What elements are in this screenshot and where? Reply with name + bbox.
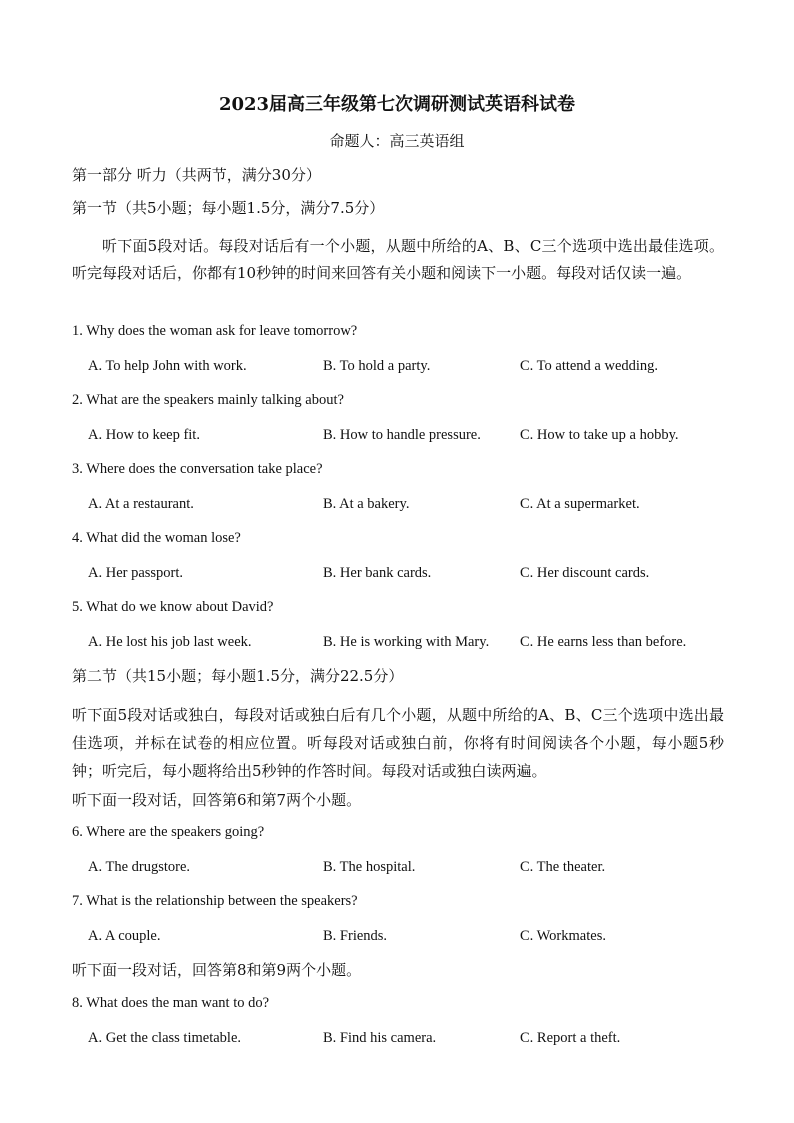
question-7-stem: 7. What is the relationship between the speakers? [72, 893, 358, 909]
question-3-option-c: C. At a supermarket. [520, 496, 640, 512]
question-5-option-a: A. He lost his job last week. [88, 634, 252, 650]
question-6-stem: 6. Where are the speakers going? [72, 824, 265, 840]
section1-heading: 第一节（共5小题；每小题1.5分，满分7.5分） [72, 199, 385, 217]
question-4-option-b: B. Her bank cards. [323, 565, 432, 581]
section2-instruction: 听下面5段对话或独白，每段对话或独白后有几个小题，从题中所给的A、B、C三个选项中选出最佳选项，并标在试卷的相应位置。听每段对话或独白前，你将有时间阅读各个小题，每小题5秒钟；听完后，每小题将给出5秒钟的作答时间。每段对话或独白读两遍。 [72, 706, 724, 780]
section2-heading: 第二节（共15小题；每小题1.5分，满分22.5分） [72, 667, 404, 685]
question-8-option-a: A. Get the class timetable. [88, 1030, 242, 1046]
question-5-option-c: C. He earns less than before. [520, 634, 687, 650]
question-4-option-c: C. Her discount cards. [520, 565, 650, 581]
question-1-option-a: A. To help John with work. [88, 358, 247, 374]
question-4-stem: 4. What did the woman lose? [72, 530, 241, 546]
question-7-option-a: A. A couple. [88, 928, 161, 944]
question-1-option-b: B. To hold a party. [323, 358, 431, 374]
question-1-stem: 1. Why does the woman ask for leave tomorrow? [72, 323, 358, 339]
question-1-option-c: C. To attend a wedding. [520, 358, 659, 374]
question-2-option-a: A. How to keep fit. [88, 427, 200, 443]
question-7-option-c: C. Workmates. [520, 928, 606, 944]
lead-in-q8-q9: 听下面一段对话，回答第8和第9两个小题。 [72, 961, 362, 979]
question-3-option-b: B. At a bakery. [323, 496, 410, 512]
question-8-option-c: C. Report a theft. [520, 1030, 621, 1046]
question-5-stem: 5. What do we know about David? [72, 599, 274, 615]
question-4-option-a: A. Her passport. [88, 565, 184, 581]
question-6-option-a: A. The drugstore. [88, 859, 191, 875]
exam-title: 2023届高三年级第七次调研测试英语科试卷 [218, 94, 576, 115]
question-6-option-c: C. The theater. [520, 859, 606, 875]
question-2-stem: 2. What are the speakers mainly talking about? [72, 392, 344, 408]
question-5-option-b: B. He is working with Mary. [323, 634, 490, 650]
question-8-option-b: B. Find his camera. [323, 1030, 437, 1046]
section1-instruction: 听下面5段对话。每段对话后有一个小题，从题中所给的A、B、C三个选项中选出最佳选项。听完每段对话后，你都有10秒钟的时间来回答有关小题和阅读下一小题。每段对话仅读一遍。 [72, 237, 724, 282]
question-2-option-c: C. How to take up a hobby. [520, 427, 679, 443]
question-3-stem: 3. Where does the conversation take place? [72, 461, 323, 477]
setter-line: 命题人：高三英语组 [329, 132, 465, 150]
question-3-option-a: A. At a restaurant. [88, 496, 194, 512]
lead-in-q6-q7: 听下面一段对话，回答第6和第7两个小题。 [72, 791, 362, 809]
part1-heading: 第一部分 听力（共两节，满分30分） [72, 166, 321, 184]
question-8-stem: 8. What does the man want to do? [72, 995, 270, 1011]
question-7-option-b: B. Friends. [323, 928, 388, 944]
question-6-option-b: B. The hospital. [323, 859, 416, 875]
question-2-option-b: B. How to handle pressure. [323, 427, 481, 443]
